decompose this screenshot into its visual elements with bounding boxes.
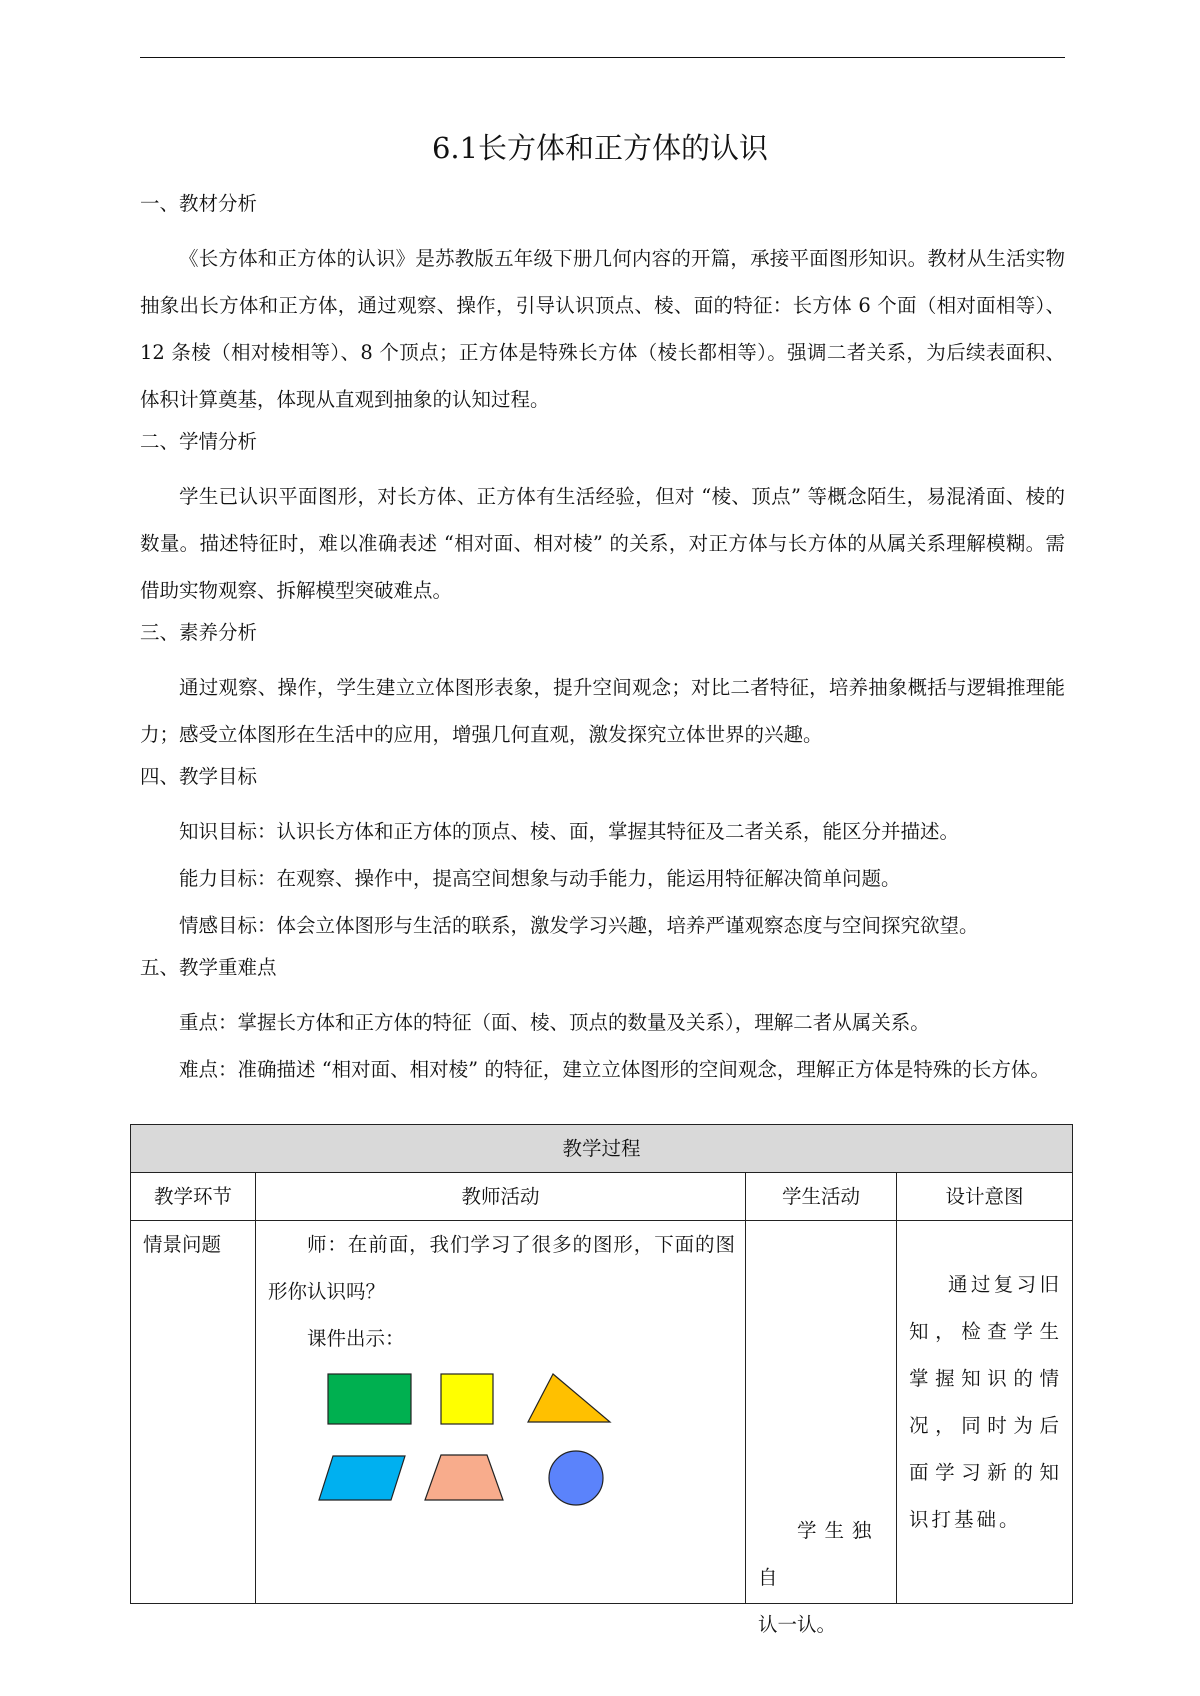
column-header-stage: 教学环节	[131, 1173, 256, 1221]
trapezoid-shape	[425, 1455, 503, 1500]
teacher-question: 师：在前面，我们学习了很多的图形，下面的图形你认识吗？	[268, 1233, 735, 1303]
teaching-process-table	[130, 1124, 1073, 1636]
column-header-student: 学生活动	[746, 1173, 897, 1221]
circle-shape	[549, 1451, 603, 1505]
student-activity-line1: 学生独自	[758, 1519, 880, 1589]
teacher-activity-cell	[256, 1221, 746, 1604]
paragraph-difficult-point: 难点：准确描述 “相对面、相对棱” 的特征，建立立体图形的空间观念，理解正方体是特殊的长方体。	[179, 1058, 1050, 1081]
parallelogram-shape	[319, 1456, 405, 1500]
student-activity-line2: 认一认。	[758, 1613, 837, 1636]
document-body	[140, 187, 1065, 1093]
stage-cell: 情景问题	[131, 1221, 256, 1604]
section-heading-1: 一、教材分析	[140, 192, 258, 215]
section-heading-5: 五、教学重难点	[140, 956, 277, 979]
paragraph-ability-goal: 能力目标：在观察、操作中，提高空间想象与动手能力，能运用特征解决简单问题。	[179, 867, 901, 890]
section-heading-2: 二、学情分析	[140, 430, 258, 453]
table-title: 教学过程	[131, 1125, 1073, 1173]
page-title: 6.1长方体和正方体的认识	[431, 131, 769, 165]
paragraph-key-point: 重点：掌握长方体和正方体的特征（面、棱、顶点的数量及关系），理解二者从属关系。	[179, 1011, 930, 1034]
header-rule	[140, 57, 1065, 58]
paragraph-textbook-analysis: 《长方体和正方体的认识》是苏教版五年级下册几何内容的开篇，承接平面图形知识。教材从生活实物抽象出长方体和正方体，通过观察、操作，引导认识顶点、棱、面的特征：长方体 6 个面（相对面相等）、12 条棱（相对棱相等）、8 个顶点；正方体是特殊长方体（棱长都相等）。强调二者关系，为后续表面积、体积计算奠基，体现从直观到抽象的认知过程。	[140, 247, 1065, 411]
design-intent-text: 通过复习旧知，检查学生掌握知识的情况，同时为后面学习新的知识打基础。	[909, 1273, 1063, 1531]
design-intent-cell	[897, 1221, 1073, 1604]
column-header-design: 设计意图	[897, 1173, 1073, 1221]
section-heading-3: 三、素养分析	[140, 621, 258, 644]
paragraph-student-analysis: 学生已认识平面图形，对长方体、正方体有生活经验，但对 “棱、顶点” 等概念陌生，易混淆面、棱的数量。描述特征时，难以准确表述 “相对面、相对棱” 的关系，对正方体与长方体的从属关系理解模糊。需借助实物观察、拆解模型突破难点。	[140, 485, 1065, 602]
student-activity-cell	[746, 1221, 897, 1636]
rectangle-shape	[328, 1374, 411, 1424]
paragraph-knowledge-goal: 知识目标：认识长方体和正方体的顶点、棱、面，掌握其特征及二者关系，能区分并描述。	[179, 820, 960, 843]
paragraph-emotion-goal: 情感目标：体会立体图形与生活的联系，激发学习兴趣，培养严谨观察态度与空间探究欲望。	[179, 914, 979, 937]
courseware-label: 课件出示：	[307, 1327, 405, 1350]
triangle-shape	[528, 1374, 610, 1422]
square-shape	[441, 1374, 493, 1424]
paragraph-competency-analysis: 通过观察、操作，学生建立立体图形表象，提升空间观念；对比二者特征，培养抽象概括与逻辑推理能力；感受立体图形在生活中的应用，增强几何直观，激发探究立体世界的兴趣。	[140, 676, 1065, 746]
review-shapes	[308, 1366, 638, 1516]
table-row	[131, 1221, 1073, 1604]
section-heading-4: 四、教学目标	[140, 765, 258, 788]
student-activity-text	[758, 1507, 886, 1648]
column-header-teacher: 教师活动	[256, 1173, 746, 1221]
